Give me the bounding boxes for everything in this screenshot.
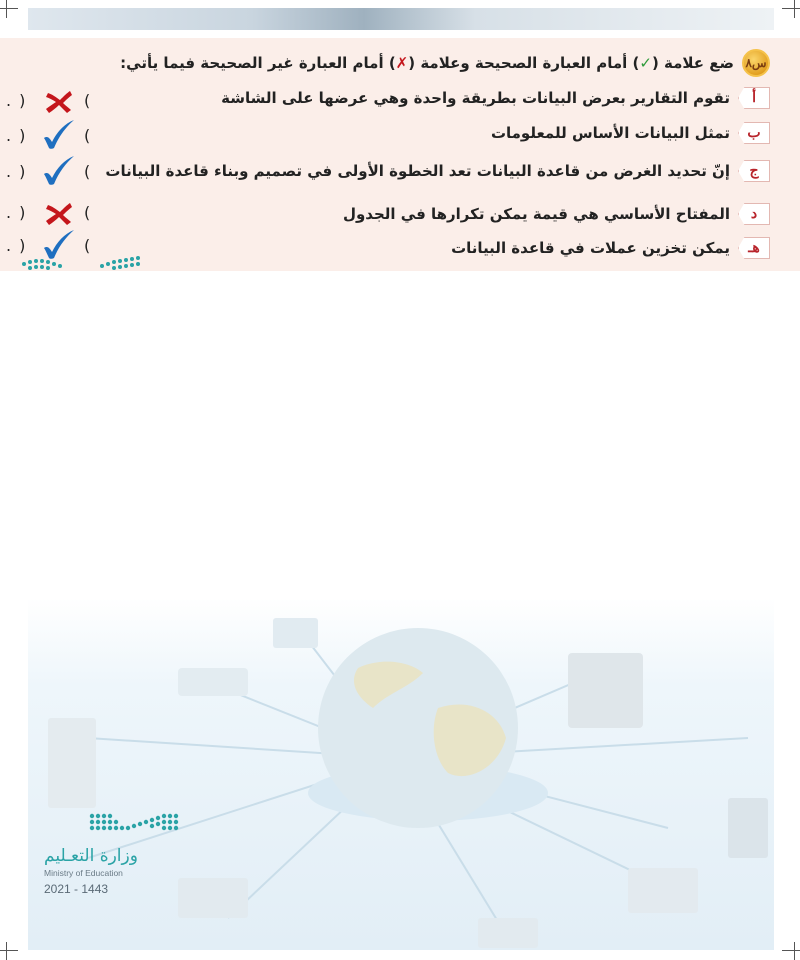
crop-mark-bottom-right-h — [782, 950, 800, 951]
answer-cell: . ) ( — [0, 118, 100, 152]
crop-mark-bottom-right — [794, 942, 795, 960]
network-illustration — [28, 598, 774, 950]
item-letter-badge: ج — [738, 160, 770, 182]
answer-cell: . ) ( — [0, 195, 100, 229]
crop-mark-bottom-left — [6, 942, 7, 960]
answer-cell: . ) ( — [0, 228, 100, 262]
question-header — [120, 50, 770, 76]
item-text: يمكن تخزين عملات في قاعدة البيانات — [451, 239, 730, 257]
list-item — [105, 158, 770, 184]
academic-year: 2021 - 1443 — [44, 882, 109, 896]
list-item — [491, 120, 770, 146]
item-letter-badge: ب — [738, 122, 770, 144]
crop-mark-top-left — [6, 0, 7, 18]
check-icon — [40, 118, 76, 152]
cross-icon: ✗ — [395, 54, 409, 72]
check-icon: ✓ — [639, 54, 652, 72]
crop-mark-top-left-h — [0, 8, 18, 9]
cross-icon — [40, 195, 76, 229]
item-text: تمثل البيانات الأساس للمعلومات — [490, 124, 730, 142]
list-item — [221, 85, 770, 111]
item-letter-badge: هـ — [738, 237, 770, 259]
item-letter-badge: أ — [738, 87, 770, 109]
answer-cell: . ) ( — [0, 83, 100, 117]
ministry-name-arabic: وزارة التعـليم — [44, 846, 138, 866]
question-title: ضع علامة (✓) أمام العبارة الصحيحة وعلامة (✗) أمام العبارة غير الصحيحة فيما يأتي: — [120, 54, 734, 72]
question-box — [0, 38, 800, 271]
ministry-name-english: Ministry of Education — [44, 868, 123, 878]
item-text: تقوم التقارير بعرض البيانات بطريقة واحدة وهي عرضها على الشاشة — [221, 89, 730, 107]
item-text: إنّ تحديد الغرض من قاعدة البيانات تعد الخطوة الأولى في تصميم وبناء قاعدة البيانات — [105, 162, 730, 180]
crop-mark-bottom-left-h — [0, 950, 18, 951]
network-globe-graphic — [28, 598, 774, 950]
header-strip — [28, 8, 774, 30]
dotted-decoration — [20, 252, 160, 272]
list-item — [451, 235, 770, 261]
cross-icon — [40, 83, 76, 117]
item-text: المفتاح الأساسي هي قيمة يمكن تكرارها في الجدول — [342, 205, 730, 223]
crop-mark-top-right — [794, 0, 795, 18]
list-item — [343, 201, 770, 227]
answer-cell: . ) ( — [0, 154, 100, 188]
crop-mark-top-right-h — [782, 8, 800, 9]
check-icon — [40, 154, 76, 188]
question-number-badge: س٨ — [742, 49, 770, 77]
ministry-logo — [44, 808, 204, 848]
item-letter-badge: د — [738, 203, 770, 225]
